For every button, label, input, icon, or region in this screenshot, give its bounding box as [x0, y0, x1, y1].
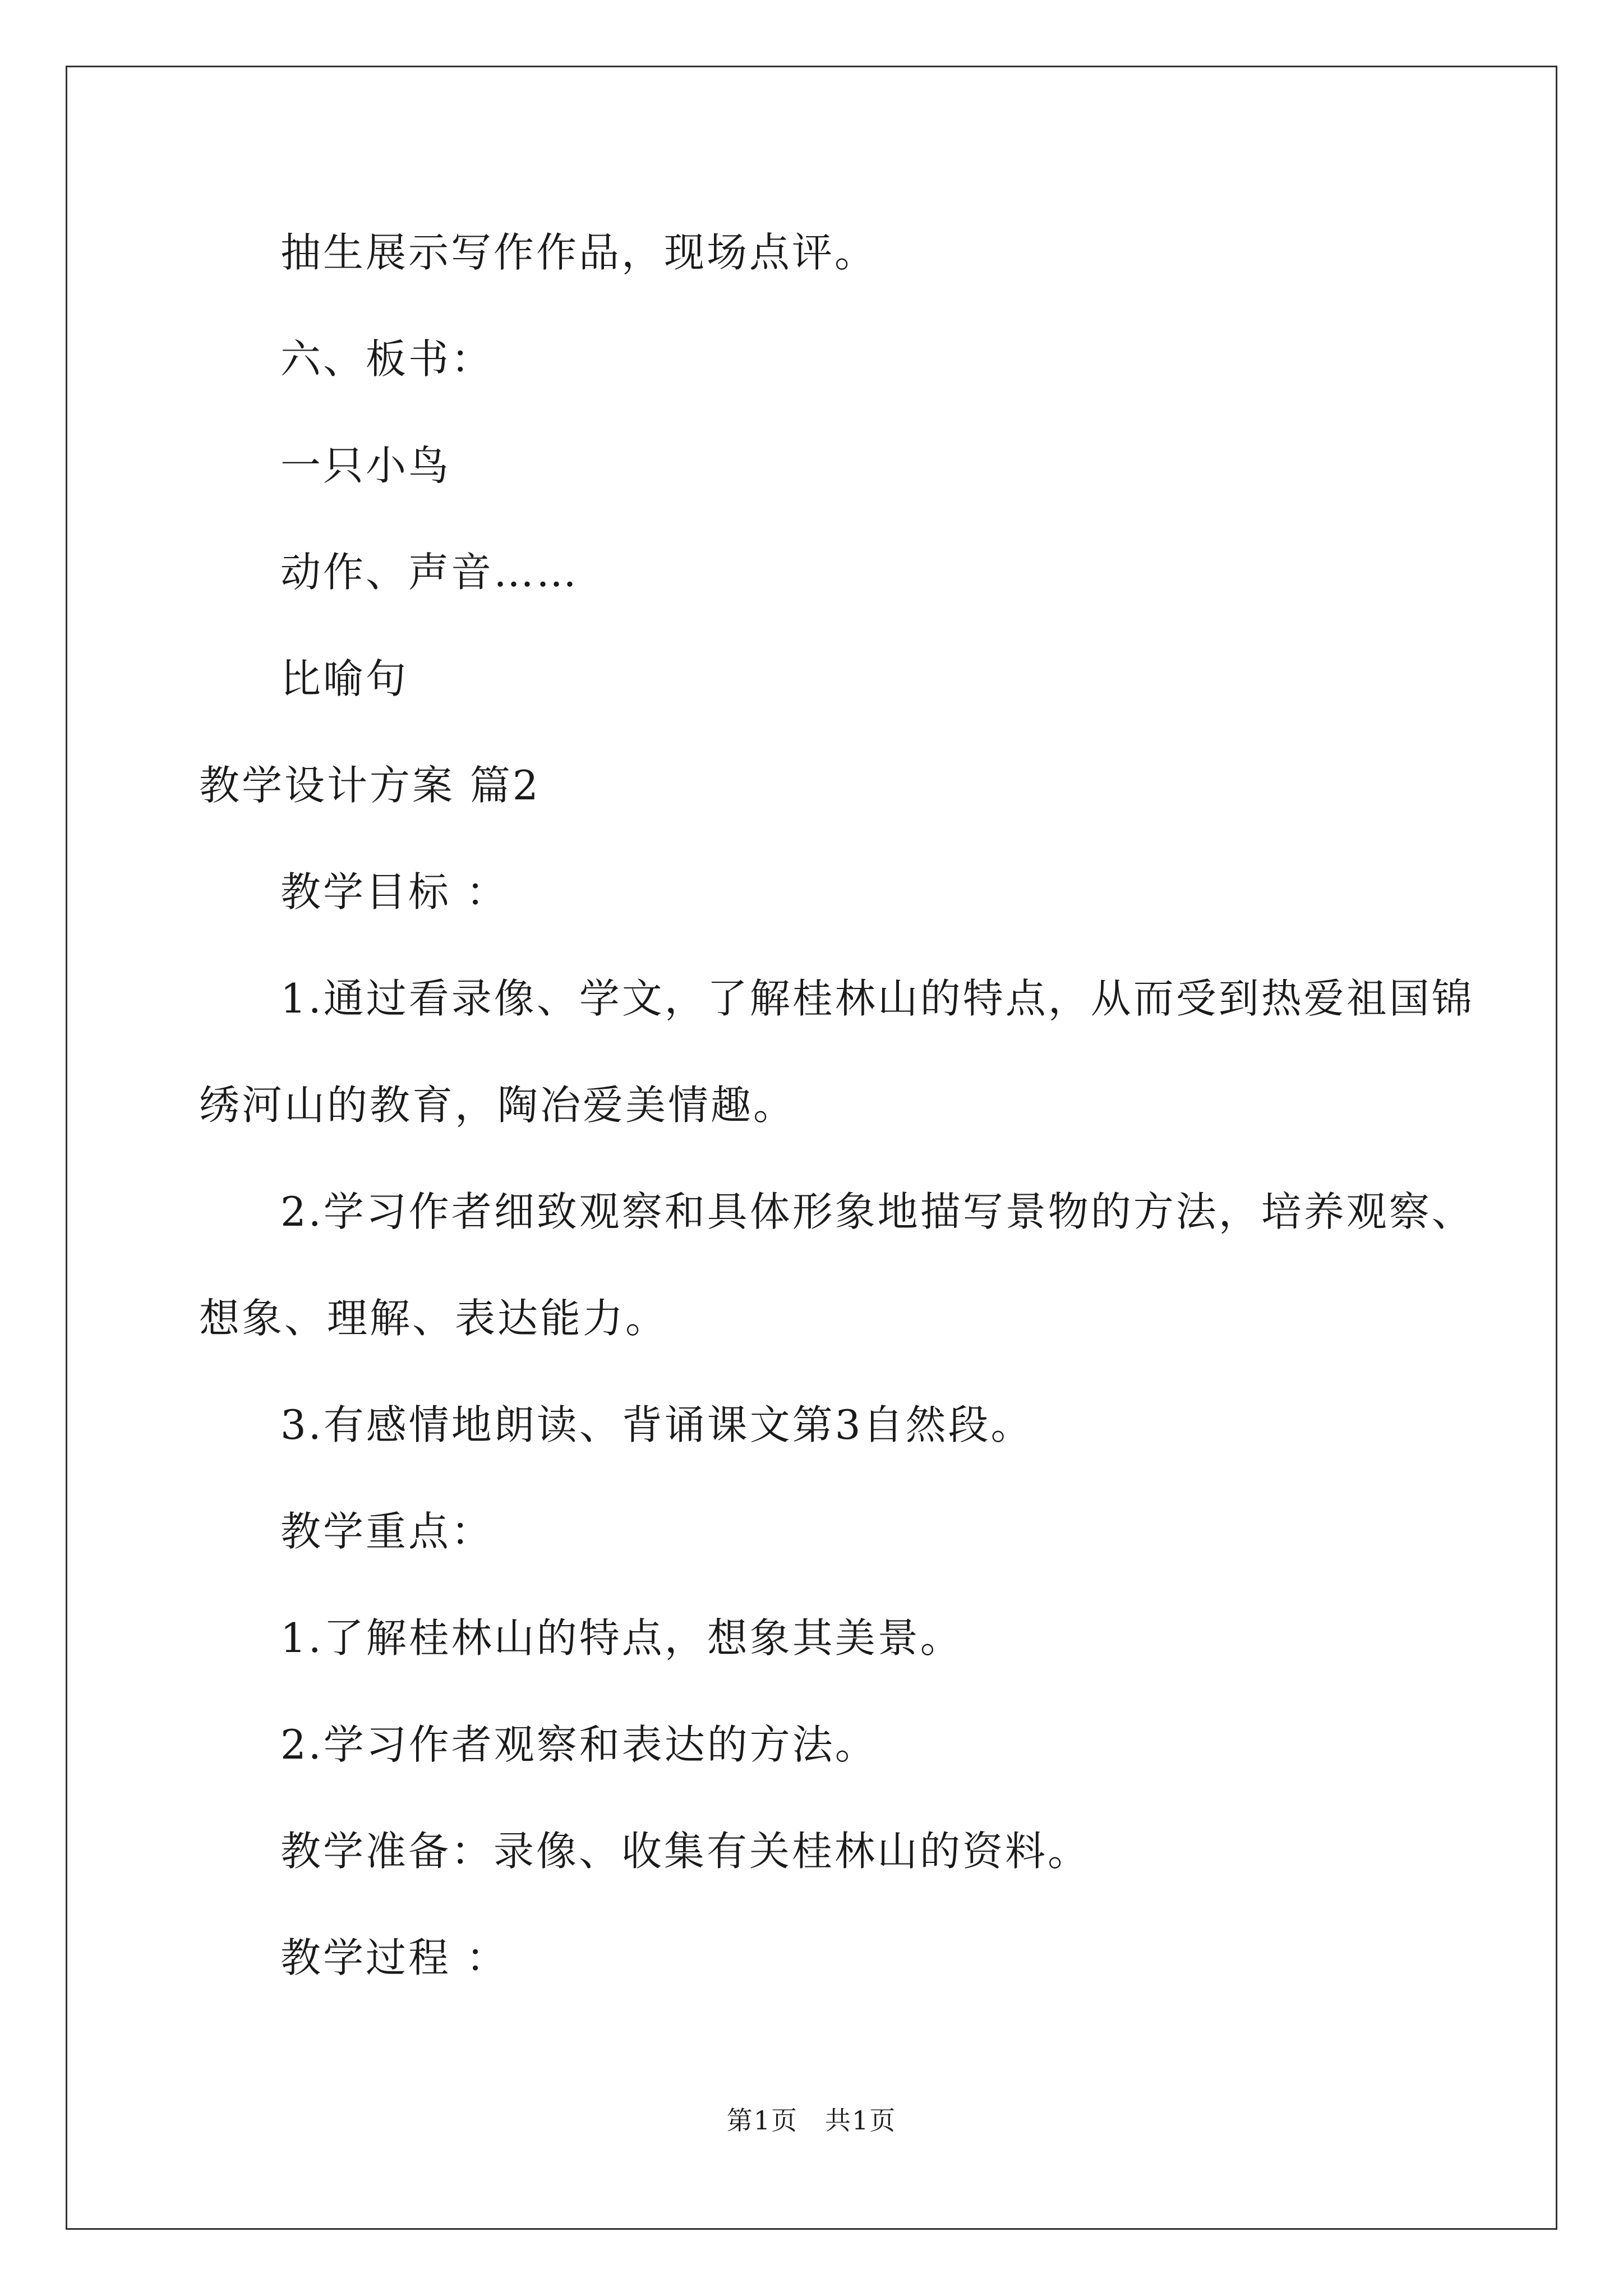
page-footer: [0, 2104, 1623, 2137]
section-heading: 六、板书：: [280, 335, 494, 383]
paragraph-line: 绣河山的教育，陶冶爱美情趣。: [199, 1082, 796, 1129]
section-heading: 教学过程 ：: [280, 1934, 509, 1981]
page-border: [66, 66, 1557, 2230]
page-total: 共1页: [825, 2105, 897, 2136]
paragraph-line: 3.有感情地朗读、背诵课文第3自然段。: [280, 1401, 1034, 1448]
paragraph-line: 想象、理解、表达能力。: [199, 1295, 668, 1342]
paragraph-line: 2.学习作者观察和表达的方法。: [280, 1721, 878, 1768]
paragraph-line: 动作、声音……: [280, 549, 579, 596]
page-number: 第1页: [726, 2105, 798, 2136]
paragraph-line: 一只小鸟: [280, 442, 451, 489]
paragraph-line: 抽生展示写作作品，现场点评。: [280, 229, 878, 276]
section-heading: 教学重点：: [280, 1508, 494, 1555]
paragraph-line: 2.学习作者细致观察和具体形象地描写景物的方法，培养观察、: [280, 1188, 1474, 1235]
section-heading: 教学目标 ：: [280, 868, 509, 915]
paragraph-line: 1.通过看录像、学文，了解桂林山的特点，从而受到热爱祖国锦: [280, 975, 1474, 1022]
paragraph-line: 1.了解桂林山的特点，想象其美景。: [280, 1614, 963, 1662]
section-title: 教学设计方案 篇2: [199, 762, 541, 809]
paragraph-line: 教学准备：录像、收集有关桂林山的资料。: [280, 1828, 1091, 1875]
paragraph-line: 比喻句: [280, 655, 409, 702]
